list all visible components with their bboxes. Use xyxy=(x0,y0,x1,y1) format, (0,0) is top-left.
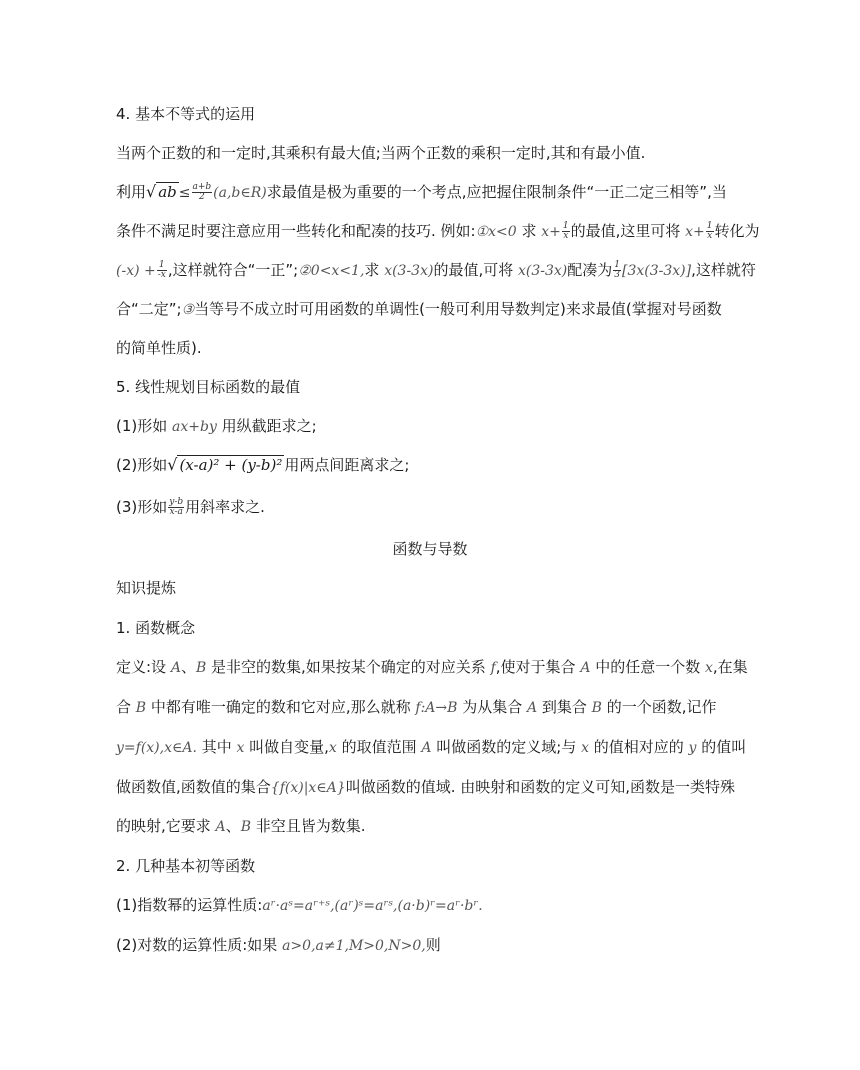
subsection-heading: 知识提炼 xyxy=(116,579,177,597)
list-item: (1)形如 ax+by 用纵截距求之; xyxy=(116,417,317,435)
section-heading-elementary-functions: 2. 几种基本初等函数 xyxy=(116,857,256,875)
list-item: (2)形如√ (x-a)² + (y-b)² 用两点间距离求之; xyxy=(116,455,410,474)
paragraph: 的映射,它要求 A、B 非空且皆为数集. xyxy=(116,817,366,835)
section-heading-5: 5. 线性规划目标函数的最值 xyxy=(116,378,301,396)
section-heading-function-concept: 1. 函数概念 xyxy=(116,619,196,637)
paragraph: 定义:设 A、B 是非空的数集,如果按某个确定的对应关系 f,使对于集合 A 中的任意一个数 x,在集 xyxy=(116,658,748,676)
paragraph: (-x) + $\frac{1}{-x}$ ,这样就符合“一正”;②0<x<1,求 x(3-3x)的最值,可将 x(3-3x)配凑为 $\frac{1}{3}$ [3x(3-3x)],这样就符 xyxy=(116,260,756,280)
sqrt-symbol: √ xyxy=(167,455,178,474)
fraction: $\frac{1}{x}$ xyxy=(562,221,569,241)
list-item: (2)对数的运算性质:如果 a>0,a≠1,M>0,N>0,则 xyxy=(116,936,441,954)
paragraph: 当两个正数的和一定时,其乘积有最大值;当两个正数的乘积一定时,其和有最小值. xyxy=(116,144,646,162)
list-item: (3)形如 $\frac{y-b}{x-a}$ 用斜率求之. xyxy=(116,497,265,517)
paragraph: 合 B 中都有唯一确定的数和它对应,那么就称 f:A→B 为从集合 A 到集合 B 的一个函数,记作 xyxy=(116,698,717,716)
section-heading-4: 4. 基本不等式的运用 xyxy=(116,105,256,123)
paragraph: 合“二定”;③当等号不成立时可用函数的单调性(一般可利用导数判定)来求最值(掌握对号函数 xyxy=(116,300,722,318)
list-item: (1)指数幂的运算性质:aʳ·aˢ=aʳ⁺ˢ,(aʳ)ˢ=aʳˢ,(a·b)ʳ=aʳ·bʳ. xyxy=(116,896,483,914)
fraction: $\frac{1}{-x}$ xyxy=(157,260,166,280)
paragraph: 条件不满足时要注意应用一些转化和配凑的技巧. 例如:①x<0 求 x+ $\frac{1}{x}$ 的最值,这里可将 x+ $\frac{1}{x}$ 转化为 xyxy=(116,221,760,241)
fraction: $\frac{1}{x}$ xyxy=(706,221,713,241)
fraction: $\frac{y-b}{x-a}$ xyxy=(169,497,184,517)
fraction: $\frac{a+b}{2}$ xyxy=(192,182,212,202)
sqrt-symbol: √ xyxy=(146,182,157,201)
paragraph: 利用√ ab ≤ $\frac{a+b}{2}$ (a,b∈R)求最值是极为重要的一个考点,应把握住限制条件“一正二定三相等”,当 xyxy=(116,182,727,202)
fraction: $\frac{1}{3}$ xyxy=(614,260,621,280)
paragraph: y=f(x),x∈A. 其中 x 叫做自变量,x 的取值范围 A 叫做函数的定义域;与 x 的值相对应的 y 的值叫 xyxy=(116,738,747,756)
sqrt-radicand: ab xyxy=(158,183,177,201)
chapter-title: 函数与导数 xyxy=(392,540,468,558)
paragraph: 做函数值,函数值的集合{f(x)|x∈A}叫做函数的值域. 由映射和函数的定义可知,函数是一类特殊 xyxy=(116,778,735,796)
paragraph: 的简单性质). xyxy=(116,339,202,357)
